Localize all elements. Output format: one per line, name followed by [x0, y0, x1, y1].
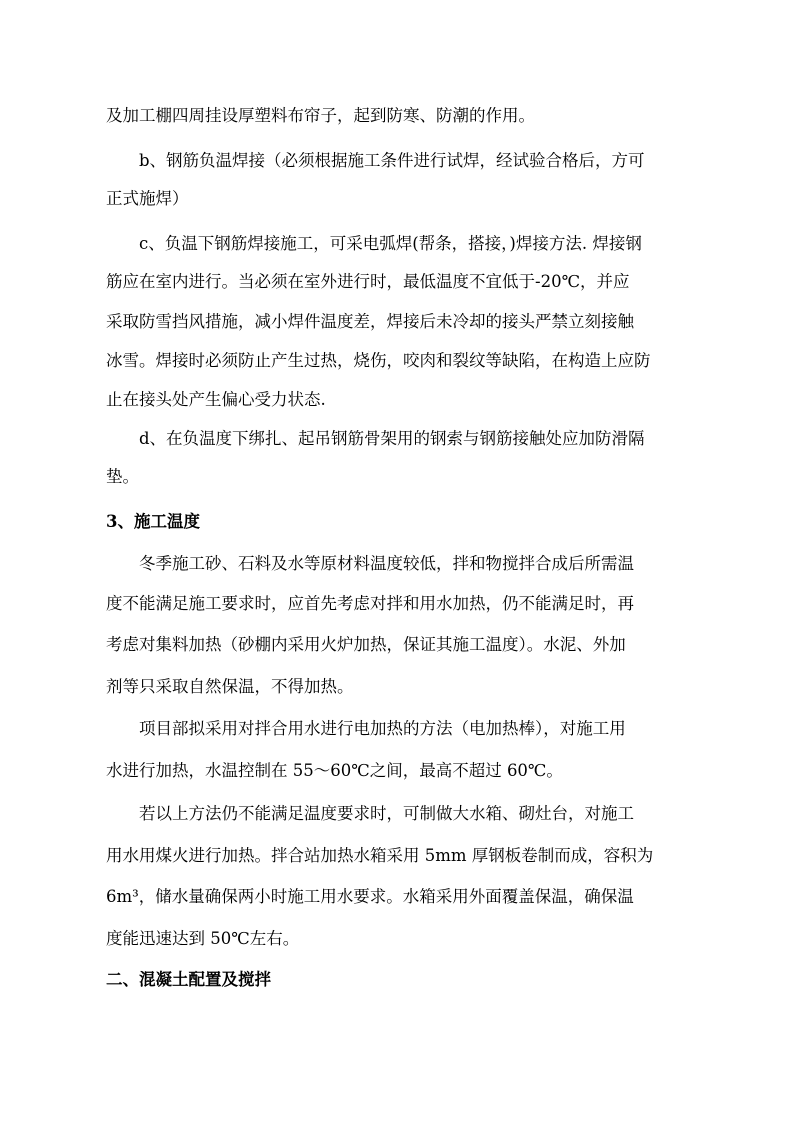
paragraph-line: 6m³，储水量确保两小时施工用水要求。水箱采用外面覆盖保温，确保温: [106, 887, 634, 906]
paragraph-line: c、负温下钢筋焊接施工，可采电弧焊(帮条，搭接，)焊接方法. 焊接钢: [139, 234, 642, 253]
paragraph-line: 正式施焊）: [106, 189, 189, 208]
paragraph-line: 止在接头处产生偏心受力状态.: [106, 390, 326, 409]
chapter-heading: 二、混凝土配置及搅拌: [106, 970, 271, 989]
paragraph-line: 用水用煤火进行加热。拌合站加热水箱采用 5mm 厚钢板卷制而成，容积为: [106, 846, 654, 865]
paragraph-line: 若以上方法仍不能满足温度要求时，可制做大水箱、砌灶台，对施工: [139, 804, 634, 823]
paragraph-line: 度能迅速达到 50℃左右。: [106, 929, 300, 948]
paragraph-line: 度不能满足施工要求时，应首先考虑对拌和用水加热，仍不能满足时，再: [106, 594, 634, 613]
paragraph-line: 采取防雪挡风措施，减小焊件温度差，焊接后未冷却的接头严禁立刻接触: [106, 312, 634, 331]
paragraph-line: 考虑对集料加热（砂棚内采用火炉加热，保证其施工温度）。水泥、外加: [106, 635, 626, 654]
paragraph-line: 冰雪。焊接时必须防止产生过热，烧伤，咬肉和裂纹等缺陷，在构造上应防: [106, 351, 651, 370]
paragraph-line: 垫。: [106, 467, 139, 486]
paragraph-line: 筋应在室内进行。当必须在室外进行时，最低温度不宜低于-20℃，并应: [106, 272, 630, 291]
paragraph-line: 冬季施工砂、石料及水等原材料温度较低，拌和物搅拌合成后所需温: [139, 554, 634, 573]
section-heading: 3、施工温度: [106, 512, 200, 531]
paragraph-line: 水进行加热，水温控制在 55～60℃之间，最高不超过 60℃。: [106, 761, 563, 780]
paragraph-line: 项目部拟采用对拌合用水进行电加热的方法（电加热棒），对施工用: [139, 719, 626, 738]
paragraph-line: 剂等只采取自然保温，不得加热。: [106, 677, 354, 696]
paragraph-line: 及加工棚四周挂设厚塑料布帘子，起到防寒、防潮的作用。: [106, 106, 535, 125]
paragraph-line: b、钢筋负温焊接（必须根据施工条件进行试焊，经试验合格后，方可: [139, 151, 645, 170]
paragraph-line: d、在负温度下绑扎、起吊钢筋骨架用的钢索与钢筋接触处应加防滑隔: [139, 429, 645, 448]
